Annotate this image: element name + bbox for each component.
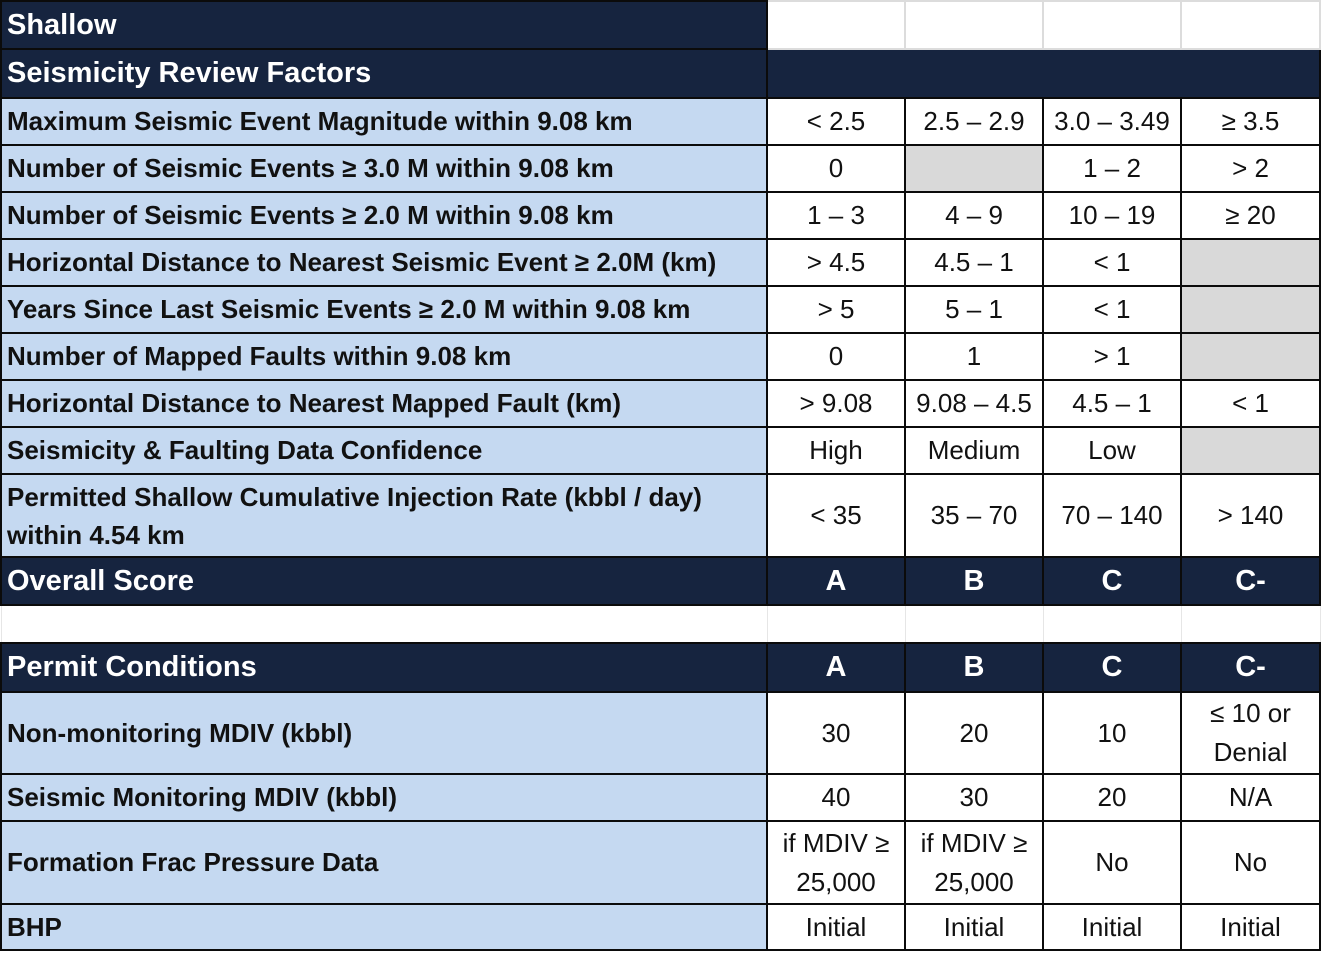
table-row [1, 333, 1320, 380]
cell-c: 10 – 19 [1043, 192, 1181, 239]
permit-header-row [1, 643, 1320, 692]
cell-c: < 1 [1043, 239, 1181, 286]
cell-c-minus: > 140 [1181, 474, 1320, 557]
cell-a: 30 [767, 692, 905, 774]
cell-a [767, 821, 905, 904]
cell-b: 5 – 1 [905, 286, 1043, 333]
row-label: Horizontal Distance to Nearest Seismic Event ≥ 2.0M (km) [1, 239, 767, 286]
row-label-line1: Permitted Shallow Cumulative Injection Rate (kbbl / day) [7, 481, 702, 512]
grade-c: C [1043, 557, 1181, 605]
cell-c: 20 [1043, 774, 1181, 821]
spacer-cell [1, 605, 767, 643]
cell-a: 1 – 3 [767, 192, 905, 239]
cell-c-minus-empty [1181, 239, 1320, 286]
row-label: Years Since Last Seismic Events ≥ 2.0 M within 9.08 km [1, 286, 767, 333]
section-title-row [1, 1, 1320, 49]
permit-conditions-label: Permit Conditions [1, 643, 767, 692]
grade-c: C [1043, 643, 1181, 692]
table-row [1, 98, 1320, 145]
row-label [1, 474, 767, 557]
cell-c: 4.5 – 1 [1043, 380, 1181, 427]
cell-a: > 4.5 [767, 239, 905, 286]
section-title: Shallow [1, 1, 767, 49]
table-row [1, 821, 1320, 904]
table-row [1, 145, 1320, 192]
cell-b: 20 [905, 692, 1043, 774]
cell-c: < 1 [1043, 286, 1181, 333]
table-row [1, 380, 1320, 427]
cell-c-minus: > 2 [1181, 145, 1320, 192]
row-label-line2: within 4.54 km [7, 519, 185, 550]
overall-score-label: Overall Score [1, 557, 767, 605]
row-label: Number of Seismic Events ≥ 2.0 M within 9.08 km [1, 192, 767, 239]
cell-c: Initial [1043, 904, 1181, 950]
cell-c-minus: ≥ 20 [1181, 192, 1320, 239]
table-row [1, 192, 1320, 239]
cell-c: 1 – 2 [1043, 145, 1181, 192]
cell-c: 10 [1043, 692, 1181, 774]
table-row [1, 904, 1320, 950]
row-label: Seismicity & Faulting Data Confidence [1, 427, 767, 474]
cell-a: 0 [767, 145, 905, 192]
empty-cell [905, 1, 1043, 49]
cell-a: < 35 [767, 474, 905, 557]
cell-b: 4.5 – 1 [905, 239, 1043, 286]
cell-c: 70 – 140 [1043, 474, 1181, 557]
grade-a: A [767, 557, 905, 605]
cell-b: 1 [905, 333, 1043, 380]
cell-b: 4 – 9 [905, 192, 1043, 239]
cell-line2: 25,000 [934, 866, 1014, 897]
cell-c-minus-empty [1181, 286, 1320, 333]
row-label: Horizontal Distance to Nearest Mapped Fault (km) [1, 380, 767, 427]
cell-a: < 2.5 [767, 98, 905, 145]
cell-line1: if MDIV ≥ [782, 827, 890, 858]
cell-b-empty [905, 145, 1043, 192]
cell-c-minus: Initial [1181, 904, 1320, 950]
grade-c-minus: C- [1181, 643, 1320, 692]
table-row [1, 239, 1320, 286]
row-label: Non-monitoring MDIV (kbbl) [1, 692, 767, 774]
cell-line1: if MDIV ≥ [920, 827, 1028, 858]
cell-b: 30 [905, 774, 1043, 821]
cell-b: 9.08 – 4.5 [905, 380, 1043, 427]
row-label: Maximum Seismic Event Magnitude within 9.08 km [1, 98, 767, 145]
cell-line2: Denial [1213, 737, 1288, 767]
cell-c-minus: No [1181, 821, 1320, 904]
spacer-cell [1043, 605, 1181, 643]
cell-c-minus: N/A [1181, 774, 1320, 821]
cell-b: 35 – 70 [905, 474, 1043, 557]
review-header-row [1, 49, 1320, 98]
grade-c-minus: C- [1181, 557, 1320, 605]
cell-c: 3.0 – 3.49 [1043, 98, 1181, 145]
cell-c: No [1043, 821, 1181, 904]
row-label: Number of Seismic Events ≥ 3.0 M within 9.08 km [1, 145, 767, 192]
table-row [1, 427, 1320, 474]
cell-a: 0 [767, 333, 905, 380]
grade-b: B [905, 643, 1043, 692]
cell-b [905, 821, 1043, 904]
table-row [1, 774, 1320, 821]
row-label: Number of Mapped Faults within 9.08 km [1, 333, 767, 380]
row-label: Seismic Monitoring MDIV (kbbl) [1, 774, 767, 821]
spacer-cell [905, 605, 1043, 643]
spacer-cell [1181, 605, 1320, 643]
cell-c-minus: < 1 [1181, 380, 1320, 427]
cell-line2: 25,000 [796, 866, 876, 897]
grade-b: B [905, 557, 1043, 605]
empty-cell [767, 1, 905, 49]
cell-c-minus: ≥ 3.5 [1181, 98, 1320, 145]
spacer-cell [767, 605, 905, 643]
row-label: BHP [1, 904, 767, 950]
cell-b: Initial [905, 904, 1043, 950]
grade-a: A [767, 643, 905, 692]
empty-cell [1181, 1, 1320, 49]
cell-a: Initial [767, 904, 905, 950]
cell-c: > 1 [1043, 333, 1181, 380]
cell-a: High [767, 427, 905, 474]
table-row [1, 474, 1320, 557]
overall-score-row [1, 557, 1320, 605]
cell-c-minus-empty [1181, 427, 1320, 474]
spacer-row [1, 605, 1320, 643]
cell-c-minus [1181, 692, 1320, 774]
table-row [1, 692, 1320, 774]
cell-a: > 9.08 [767, 380, 905, 427]
table-row [1, 286, 1320, 333]
review-header-fill [767, 49, 1320, 98]
cell-c: Low [1043, 427, 1181, 474]
cell-a: 40 [767, 774, 905, 821]
review-header: Seismicity Review Factors [1, 49, 767, 98]
cell-c-minus-empty [1181, 333, 1320, 380]
cell-b: 2.5 – 2.9 [905, 98, 1043, 145]
cell-a: > 5 [767, 286, 905, 333]
cell-line1: ≤ 10 or [1210, 698, 1291, 728]
row-label: Formation Frac Pressure Data [1, 821, 767, 904]
empty-cell [1043, 1, 1181, 49]
cell-b: Medium [905, 427, 1043, 474]
